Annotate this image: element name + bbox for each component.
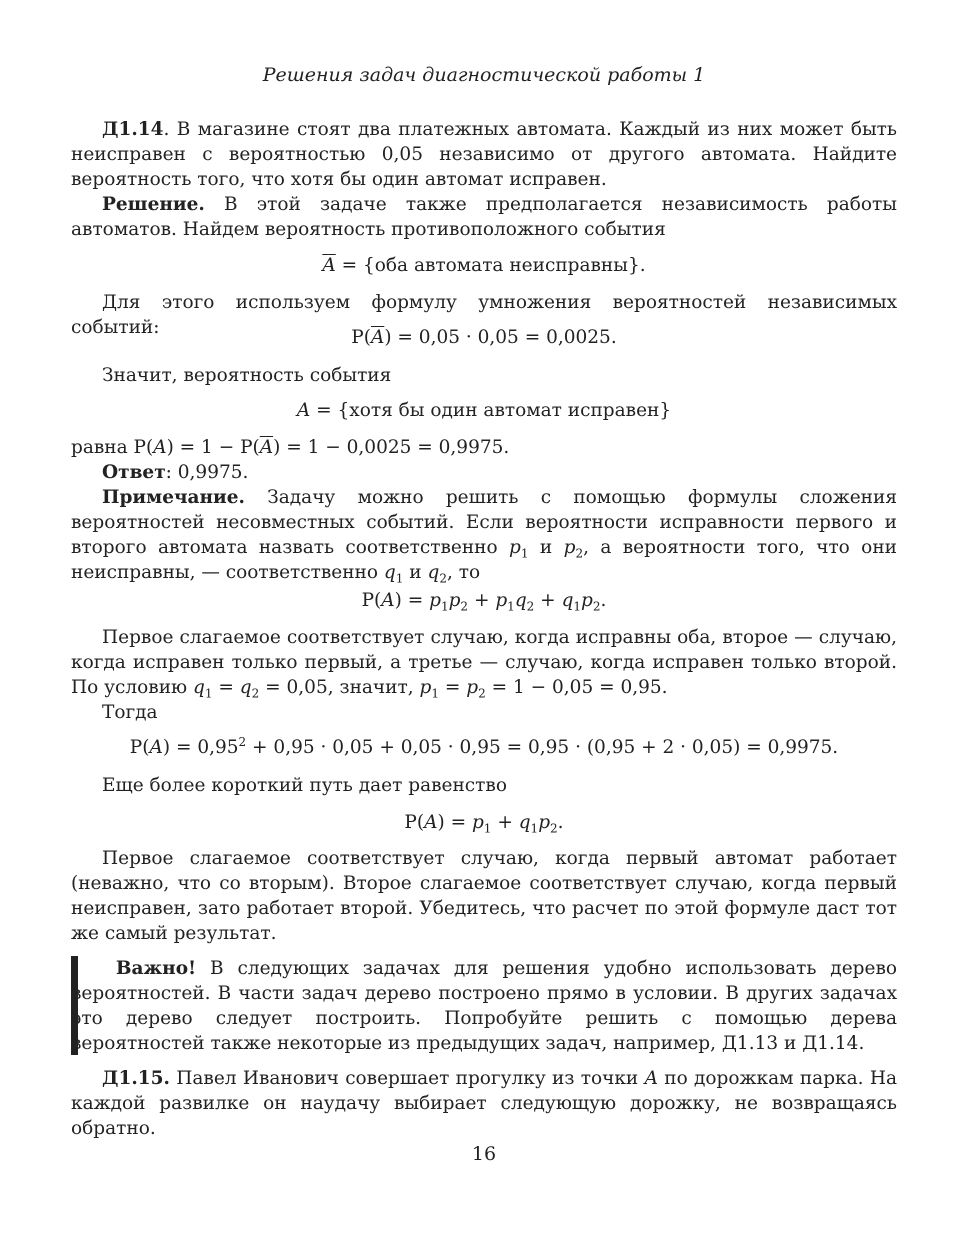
multiplication-rule-text: Для этого используем формулу умножения вероятностей независимых событий: [71,292,897,338]
running-header: Решения задач диагностической работы 1 [262,64,706,86]
solution-text: В этой задаче также предполагается независимость работы автоматов. Найдем вероятность противоположного события [71,194,897,240]
problem-label: Д1.15. [102,1068,170,1089]
answer-line [71,460,897,485]
answer-value: : 0,9975. [165,462,249,483]
probability-result: равна $P(A) = 1 - P(\overline{A}) = 1 - 0,0025 = 0,9975$. [71,437,510,458]
solution-label: Решение. [102,194,205,215]
important-label: Важно! [115,958,197,979]
note-label: Примечание. [102,487,245,508]
problem-d114 [71,117,897,192]
note-paragraph: Примечание. Задачу можно решить с помощью формулы сложения вероятностей несовместных событий. Если вероятности исправности первого и второго автомата назвать соответственно $p_1$ и $p_2$, а вероятности того, что они неисправны, — соответственно $q_1$ и $q_2$, то [71,487,897,586]
formula-product: $P(\overline{A}) = 0,05 \cdot 0,05 = 0,0025$. [351,327,617,348]
important-callout [71,956,897,1055]
problem-d115: Д1.15. Павел Иванович совершает прогулку из точки A по дорожкам парка. На каждой развилке он наудачу выбирает следующую дорожку, не возвращаясь обратно. [71,1068,897,1139]
formula-complement-event: $\overline{A} = \{оба$ автомата неисправны}. [322,255,646,276]
event-text: Значит, вероятность события [102,365,392,386]
problem-label: Д1.14 [102,119,164,140]
problem-text: . В магазине стоят два платежных автомата. Каждый из них может быть неисправен с вероятностью 0,05 независимо от другого автомата. Найдите вероятность того, что хотя бы один автомат исправен. [71,119,897,190]
page-number: 16 [471,1143,497,1165]
formula-short: $P(A) = p_1 + q_1p_2$. [404,812,564,836]
formula-numeric: $P(A) = 0,95^2 + 0,95 \cdot 0,05 + 0,05 \cdot 0,95 = 0,95 \cdot (0,95 + 2 \cdot 0,05) = 0,9975$. [129,734,839,758]
shorter-path-text: Еще более короткий путь дает равенство [102,775,507,796]
solution-paragraph [71,192,897,242]
first-term-explanation: Первое слагаемое соответствует случаю, когда исправны оба, второе — случаю, когда исправен только первый, а третье — случаю, когда исправен только второй. По условию $q_1 = q_2 = 0,05$, значит, $p_1 = p_2 = 1 - 0,05 = 0,95$. [71,627,897,701]
final-explanation: Первое слагаемое соответствует случаю, когда первый автомат работает (неважно, что со вторым). Второе слагаемое соответствует случаю, когда первый неисправен, зато работает второй. Убедитесь, что расчет по этой формуле даст тот же самый результат. [71,848,897,944]
then-text: Тогда [102,702,158,723]
formula-event-a: A = {хотя бы один автомат исправен} [296,400,672,421]
answer-label: Ответ [102,462,166,483]
formula-sum-rule: $P(A) = p_1p_2 + p_1q_2 + q_1p_2$. [361,590,607,614]
important-text: Важно! В следующих задачах для решения удобно использовать дерево вероятностей. В части задач дерево построено прямо в условии. В других задачах это дерево следует построить. Попробуйте решить с помощью дерева вероятностей также некоторые из предыдущих задач, например, Д1.13 и Д1.14. [71,958,897,1054]
